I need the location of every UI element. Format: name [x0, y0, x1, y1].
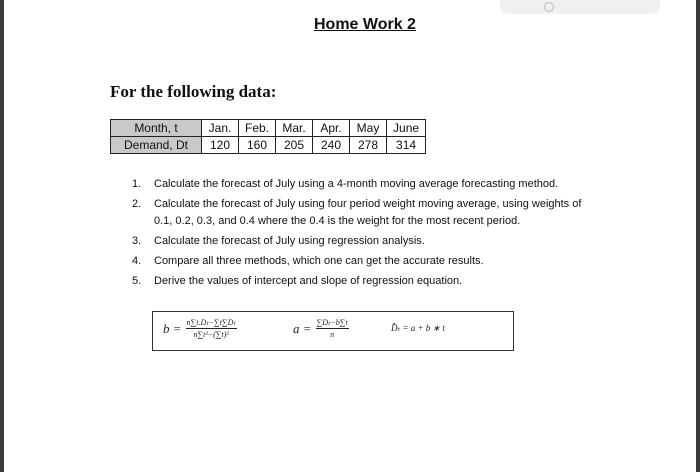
task-list [132, 176, 602, 293]
formula-lhs: b = [163, 320, 182, 336]
top-toolbar-widget[interactable] [500, 0, 660, 14]
table-cell: 278 [350, 137, 387, 154]
list-number: 1. [132, 178, 142, 190]
row-header: Month, t [111, 120, 202, 137]
table-cell: Feb. [239, 120, 276, 137]
table-cell: Apr. [313, 120, 350, 137]
fraction [316, 317, 349, 340]
table-cell: 205 [276, 137, 313, 154]
list-item [132, 273, 602, 290]
list-number: 3. [132, 235, 142, 247]
regression-equation: D̂ₜ = a + b ∗ t [391, 323, 445, 333]
table-cell: 314 [387, 137, 426, 154]
table-cell: 120 [202, 137, 239, 154]
circle-icon [544, 2, 554, 12]
list-item [132, 233, 602, 250]
list-number: 5. [132, 275, 142, 287]
table-cell: Mar. [276, 120, 313, 137]
list-item [132, 253, 602, 270]
fraction [186, 317, 237, 340]
table-row [111, 137, 426, 154]
denominator: n [330, 330, 335, 339]
slope-formula [163, 317, 237, 340]
row-header: Demand, Dt [111, 137, 202, 154]
table-cell: May [350, 120, 387, 137]
section-subtitle: For the following data: [110, 82, 277, 101]
list-item [132, 196, 602, 230]
intercept-formula [293, 317, 349, 340]
denominator: n∑t²−(∑t)² [193, 330, 229, 339]
table-cell: 160 [239, 137, 276, 154]
document-page [4, 0, 696, 472]
table-cell: June [387, 120, 426, 137]
list-text: Calculate the forecast of July using a 4-month moving average forecasting method. [154, 178, 559, 190]
list-text: Calculate the forecast of July using four period weight moving average, using weights of 0.1, 0.2, 0.3, and 0.4 where the 0.4 is the weight for the most recent period. [154, 198, 582, 227]
formula-lhs: a = [293, 320, 312, 336]
numerator: n∑t.Dₜ−∑t∑Dₜ [186, 318, 236, 327]
list-text: Calculate the forecast of July using regression analysis. [154, 235, 425, 247]
table-cell: Jan. [202, 120, 239, 137]
numerator: ∑Dₜ−b∑t [316, 318, 348, 327]
page-title: Home Work 2 [314, 16, 416, 33]
list-text: Compare all three methods, which one can get the accurate results. [154, 255, 484, 267]
table-row [111, 120, 426, 137]
list-item [132, 176, 602, 193]
formula-box [152, 311, 514, 351]
table-cell: 240 [313, 137, 350, 154]
list-number: 2. [132, 198, 142, 210]
data-table [110, 119, 426, 154]
list-text: Derive the values of intercept and slope of regression equation. [154, 275, 463, 287]
list-number: 4. [132, 255, 142, 267]
